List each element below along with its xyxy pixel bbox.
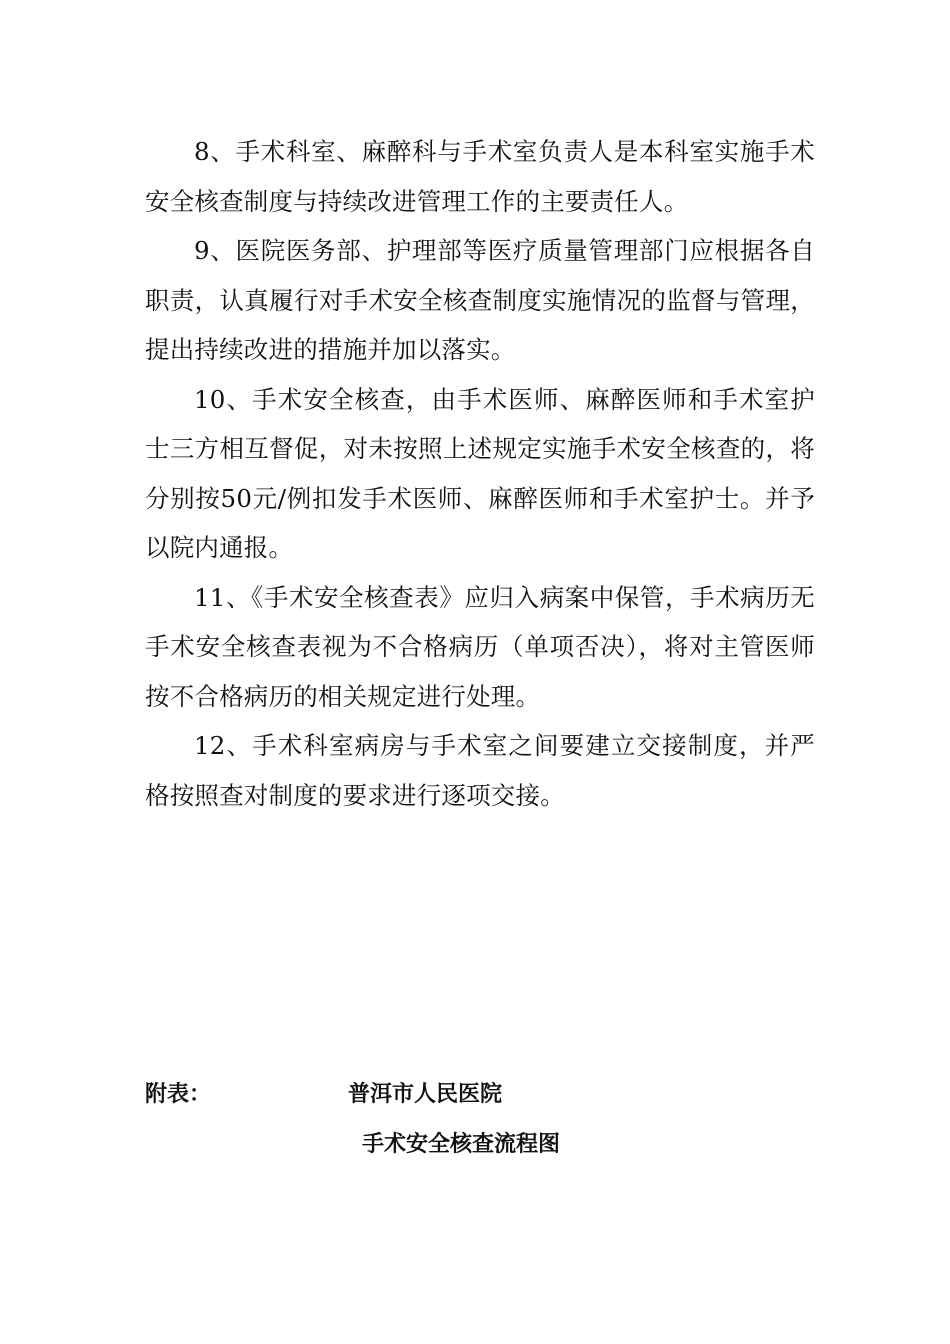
appendix-header (145, 1077, 815, 1197)
policy-item-9: 9、医院医务部、护理部等医疗质量管理部门应根据各自职责，认真履行对手术安全核查制度实施情况的监督与管理，提出持续改进的措施并加以落实。 (145, 236, 815, 364)
policy-item-10: 10、手术安全核查，由手术医师、麻醉医师和手术室护士三方相互督促，对未按照上述规定实施手术安全核查的，将分别按50元/例扣发手术医师、麻醉医师和手术室护士。并予以院内通报。 (145, 384, 815, 562)
policy-item-8: 8、手术科室、麻醉科与手术室负责人是本科室实施手术安全核查制度与持续改进管理工作的主要责任人。 (145, 137, 815, 216)
policy-item-12: 12、手术科室病房与手术室之间要建立交接制度，并严格按照查对制度的要求进行逐项交接。 (145, 731, 815, 810)
flowchart-title: 手术安全核查流程图 (362, 1132, 561, 1157)
policy-item-11: 11、《手术安全核查表》应归入病案中保管，手术病历无手术安全核查表视为不合格病历（单项否决），将对主管医师按不合格病历的相关规定进行处理。 (145, 582, 815, 711)
appendix-label: 附表： (145, 1082, 212, 1107)
hospital-name: 普洱市人民医院 (348, 1082, 503, 1107)
policy-body (145, 127, 815, 820)
